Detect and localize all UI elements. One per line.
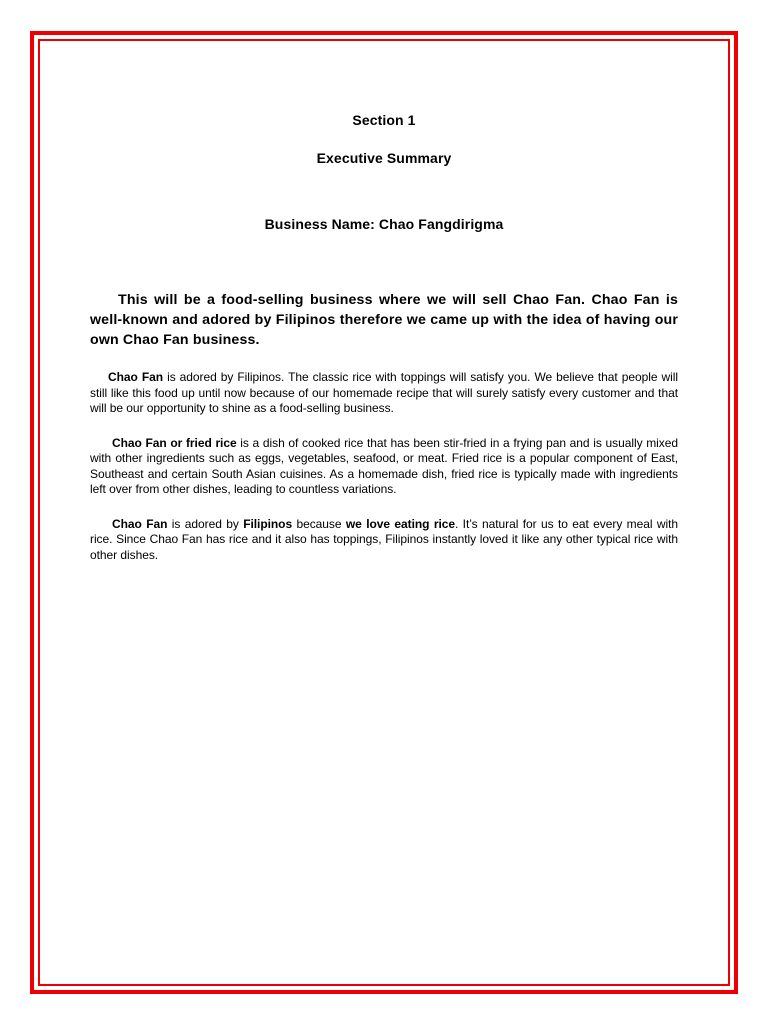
paragraph-1-bold: Chao Fan — [108, 370, 164, 384]
paragraph-2 — [90, 436, 678, 498]
paragraph-3-bold-2: Filipinos — [243, 516, 293, 531]
paragraph-3-bold-1: Chao Fan — [112, 516, 168, 531]
page-title: Executive Summary — [316, 150, 452, 166]
lead-paragraph: This will be a food-selling business where we will sell Chao Fan. Chao Fan is well-known and adored by Filipinos therefore we came up with the idea of having our own Chao Fan business. — [90, 292, 678, 348]
paragraph-1-text: is adored by Filipinos. The classic rice with toppings will satisfy you. We believe that people will still like this food up until now because of our homemade recipe that will surely satisfy every customer and that will be our opportunity to shine as a food-selling business. — [90, 370, 678, 415]
paragraph-1 — [90, 370, 678, 417]
paragraph-3-text-2: because — [292, 516, 346, 531]
business-name: Business Name: Chao Fangdirigma — [264, 216, 504, 232]
paragraph-3-text-1: is adored by — [167, 516, 244, 531]
paragraph-3 — [90, 517, 678, 564]
paragraph-3-bold-3: we love eating rice — [345, 516, 455, 531]
section-label: Section 1 — [352, 112, 416, 128]
document-body — [90, 112, 678, 563]
paragraph-2-text: is a dish of cooked rice that has been stir-fried in a frying pan and is usually mixed with other ingredients such as eggs, vegetables, seafood, or meat. Fried rice is a popular component of East, Southeast and certain South Asian cuisines. As a homemade dish, fried rice is typically made with ingredients left over from other dishes, leading to countless variations. — [90, 435, 678, 496]
paragraph-2-bold: Chao Fan or fried rice — [112, 435, 237, 450]
paragraph-3-text-3: . It’s natural for us to eat every meal with rice. Since Chao Fan has rice and it also has toppings, Filipinos instantly loved it like any other typical rice with other dishes. — [90, 516, 679, 562]
